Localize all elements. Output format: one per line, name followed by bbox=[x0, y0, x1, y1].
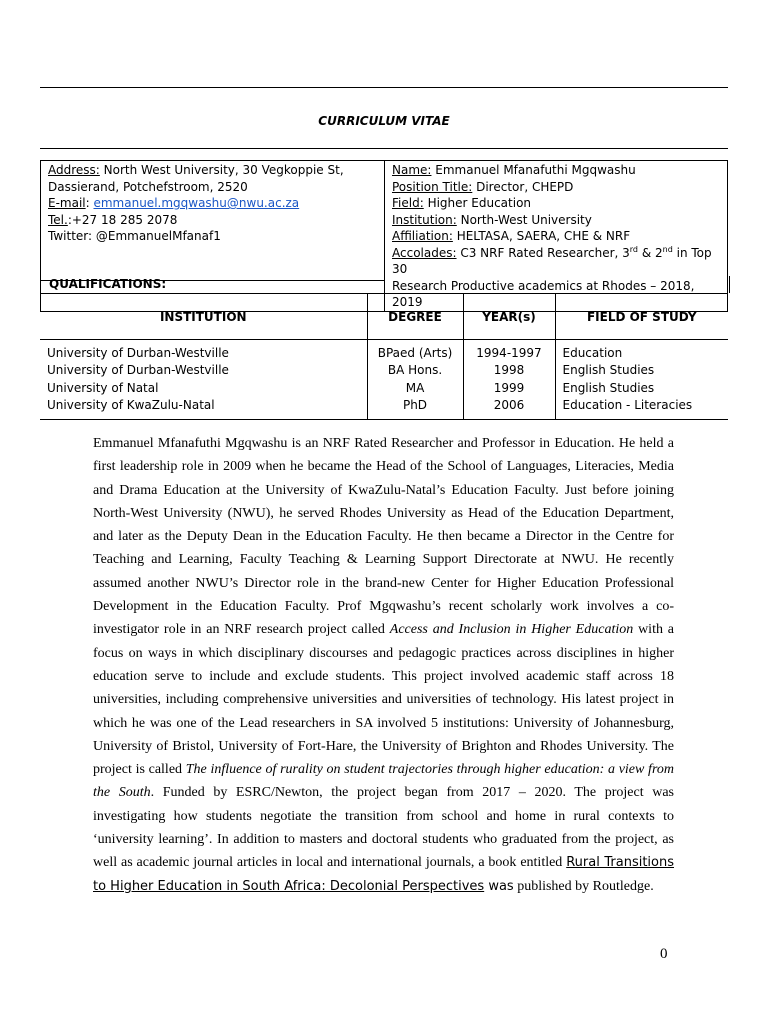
biography-paragraph bbox=[93, 432, 674, 898]
institution-cell: University of Natal bbox=[47, 380, 159, 395]
page-number: 0 bbox=[660, 946, 668, 962]
tel-line bbox=[48, 212, 377, 229]
field-cell: Education - Literacies bbox=[555, 397, 728, 419]
bio-text-2: with a focus on ways in which disciplinary discourses and pedagogic practices across disciplines in higher education serve to include and exclude students. This project involved academic staff across 18 universities, including comprehensive universities and universities of technology. His latest project in which he was one of the Lead researchers in SA involved 5 institutions: University of Johannesburg, University of Bristol, University of Fort-Hare, the University of Brighton and Rhodes University. The project is called bbox=[93, 622, 675, 778]
institution-cell: University of KwaZulu-Natal bbox=[40, 397, 367, 419]
accolades-text-b: & 2 bbox=[638, 245, 663, 260]
bio-text-3: . Funded by ESRC/Newton, the project began from 2017 – 2020. The project was investigating how students negotiate the transition from school and home in rural contexts to ‘university learning’. In addition to masters and doctoral students who graduated from the project, as well as academic journal articles in local and international journals, a book entitled bbox=[93, 785, 674, 871]
affiliation-label: Affiliation: bbox=[392, 229, 453, 243]
email-label: E-mail bbox=[48, 196, 86, 210]
twitter-line: Twitter: @EmmanuelMfanaf1 bbox=[48, 229, 221, 243]
accolades-line bbox=[392, 245, 720, 278]
position-line bbox=[392, 179, 720, 196]
institution-cell: University of Durban-Westville bbox=[47, 346, 229, 360]
degree-cell: MA bbox=[367, 380, 463, 397]
field-cell: English Studies bbox=[555, 380, 728, 397]
institution-label: Institution: bbox=[392, 212, 457, 227]
header-field-of-study: FIELD OF STUDY bbox=[555, 294, 728, 340]
address-line-2: Dassierand, Potchefstroom, 2520 bbox=[48, 179, 248, 194]
address-line bbox=[48, 162, 377, 179]
accolades-sup-1: rd bbox=[629, 244, 639, 254]
bio-project-title-1: Access and Inclusion in Higher Education bbox=[389, 622, 634, 638]
header-degree: DEGREE bbox=[367, 294, 463, 340]
email-link[interactable]: emmanuel.mgqwashu@nwu.ac.za bbox=[93, 196, 300, 210]
contact-details-cell bbox=[41, 161, 385, 281]
header-institution: INSTITUTION bbox=[40, 294, 367, 340]
table-row bbox=[40, 380, 728, 397]
title-rule bbox=[40, 148, 728, 149]
top-rule bbox=[40, 87, 728, 88]
accolades-text-a: C3 NRF Rated Researcher, 3 bbox=[456, 245, 630, 260]
institution-cell: University of Durban-Westville bbox=[47, 363, 229, 378]
qualifications-label: QUALIFICATIONS: bbox=[40, 276, 730, 293]
degree-cell: PhD bbox=[367, 397, 463, 419]
bio-text-1: Emmanuel Mfanafuthi Mgqwashu is an NRF Rated Researcher and Professor in Education. He held a first leadership role in 2009 when he became the Head of the School of Languages, Literacies, Media and Drama Education at the University of KwaZulu-Natal’s Education Faculty. Just before joining North-West University (NWU), he served Rhodes University as Head of the Education Department, and later as the Deputy Dean in the Education Faculty. He then became a Director in the Centre for Teaching and Learning, Faculty Teaching & Learning Support Directorate at NWU. He recently assumed another NWU’s Director role in the brand-new Center for Higher Education Professional Development in the Education Faculty. Prof Mgqwashu’s recent scholarly work involves a co-investigator role in an NRF research project called bbox=[93, 436, 674, 638]
year-cell: 2006 bbox=[463, 397, 555, 419]
address-value: North West University, 30 Vegkoppie St, bbox=[99, 163, 344, 177]
tel-value: :+27 18 285 2078 bbox=[67, 212, 178, 227]
bio-book-title: Rural Transitions to Higher Education in South Africa: Decolonial Perspectives bbox=[93, 855, 674, 894]
bio-text-4: published by Routledge. bbox=[513, 878, 654, 894]
qualifications-header-row bbox=[40, 294, 728, 340]
accolades-sup-2: nd bbox=[662, 244, 673, 254]
institution-line bbox=[392, 212, 720, 229]
field-cell: English Studies bbox=[555, 362, 728, 379]
table-row bbox=[40, 340, 728, 363]
document-title: CURRICULUM VITAE bbox=[318, 114, 450, 128]
position-label: Position Title: bbox=[392, 179, 473, 194]
name-label: Name: bbox=[392, 163, 432, 177]
institution-value: North-West University bbox=[456, 212, 592, 227]
accolades-text-c: in Top 30 bbox=[392, 245, 712, 276]
position-value: Director, CHEPD bbox=[472, 179, 574, 194]
year-cell: 1998 bbox=[463, 362, 555, 379]
table-row bbox=[40, 397, 728, 419]
field-value: Higher Education bbox=[423, 196, 532, 210]
affiliation-value: HELTASA, SAERA, CHE & NRF bbox=[452, 229, 631, 243]
field-label: Field: bbox=[392, 196, 424, 210]
address-label: Address: bbox=[48, 163, 100, 177]
name-line bbox=[392, 162, 720, 179]
bio-project-title-2: The influence of rurality on student trajectories through higher education: a view from the South bbox=[93, 762, 674, 801]
header-years: YEAR(s) bbox=[463, 294, 555, 340]
name-value: Emmanuel Mfanafuthi Mgqwashu bbox=[431, 163, 636, 177]
field-cell: Education bbox=[555, 340, 728, 363]
accolades-line-2: Research Productive academics at Rhodes – 2018, 2019 bbox=[392, 278, 695, 309]
qualifications-table bbox=[40, 293, 728, 420]
field-line bbox=[392, 195, 720, 212]
year-cell: 1994-1997 bbox=[463, 340, 555, 363]
bio-text-was: was bbox=[484, 878, 514, 894]
year-cell: 1999 bbox=[463, 380, 555, 397]
degree-cell: BA Hons. bbox=[367, 362, 463, 379]
tel-label: Tel. bbox=[48, 212, 68, 227]
table-row bbox=[40, 362, 728, 379]
degree-cell: BPaed (Arts) bbox=[367, 340, 463, 363]
email-separator: : bbox=[85, 196, 94, 210]
email-line bbox=[48, 195, 377, 212]
affiliation-line bbox=[392, 228, 720, 245]
accolades-label: Accolades: bbox=[392, 245, 457, 260]
